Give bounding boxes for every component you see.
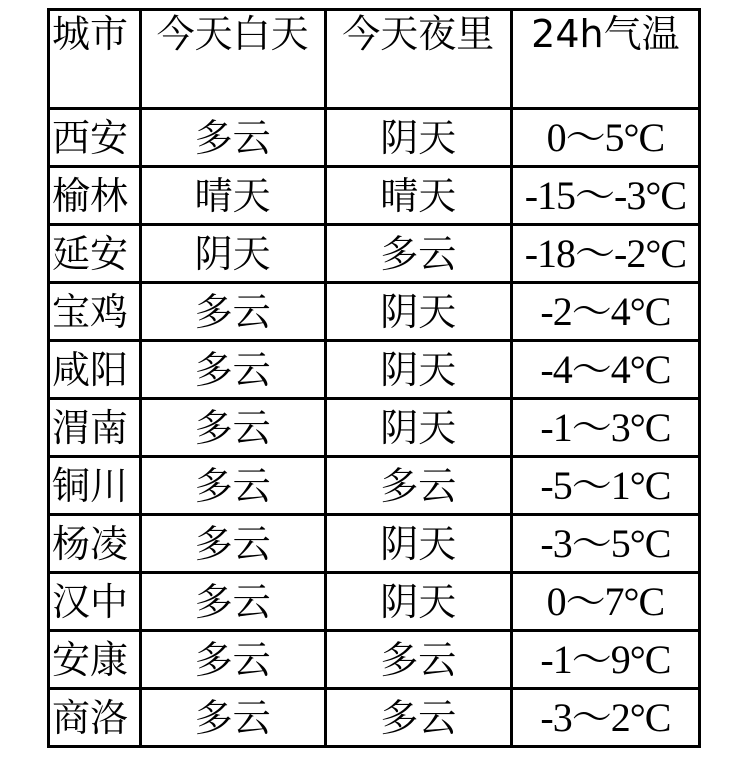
daytime-weather-cell: 多云	[140, 341, 325, 399]
night-weather-cell: 晴天	[325, 167, 511, 225]
city-cell: 咸阳	[49, 341, 141, 399]
city-cell: 安康	[49, 631, 141, 689]
table-row	[49, 631, 700, 689]
daytime-weather-cell: 多云	[140, 109, 325, 167]
city-cell: 渭南	[49, 399, 141, 457]
daytime-weather-cell: 多云	[140, 689, 325, 747]
city-cell: 商洛	[49, 689, 141, 747]
night-weather-cell: 阴天	[325, 283, 511, 341]
temperature-cell: 0～5°C	[511, 109, 699, 167]
daytime-weather-cell: 阴天	[140, 225, 325, 283]
temperature-cell: -1～3°C	[511, 399, 699, 457]
temperature-cell: -15～-3°C	[511, 167, 699, 225]
table-row	[49, 457, 700, 515]
night-weather-cell: 多云	[325, 689, 511, 747]
night-weather-cell: 多云	[325, 225, 511, 283]
table-row	[49, 225, 700, 283]
daytime-weather-cell: 多云	[140, 399, 325, 457]
header-night: 今天夜里	[325, 10, 511, 109]
temperature-cell: -18～-2°C	[511, 225, 699, 283]
city-cell: 榆林	[49, 167, 141, 225]
header-temperature: 24h气温	[511, 10, 699, 109]
header-city: 城市	[49, 10, 141, 109]
table-body	[49, 10, 700, 747]
temperature-cell: -3～2°C	[511, 689, 699, 747]
night-weather-cell: 多云	[325, 457, 511, 515]
table-row	[49, 689, 700, 747]
temperature-cell: -3～5°C	[511, 515, 699, 573]
table-row	[49, 283, 700, 341]
temperature-cell: -5～1°C	[511, 457, 699, 515]
daytime-weather-cell: 多云	[140, 573, 325, 631]
city-cell: 汉中	[49, 573, 141, 631]
daytime-weather-cell: 多云	[140, 283, 325, 341]
table-row	[49, 399, 700, 457]
city-cell: 铜川	[49, 457, 141, 515]
temperature-cell: -1～9°C	[511, 631, 699, 689]
night-weather-cell: 阴天	[325, 109, 511, 167]
table-header-row	[49, 10, 700, 109]
daytime-weather-cell: 多云	[140, 457, 325, 515]
city-cell: 西安	[49, 109, 141, 167]
temperature-cell: -2～4°C	[511, 283, 699, 341]
city-cell: 宝鸡	[49, 283, 141, 341]
table-row	[49, 167, 700, 225]
night-weather-cell: 阴天	[325, 341, 511, 399]
table-row	[49, 341, 700, 399]
night-weather-cell: 阴天	[325, 515, 511, 573]
table-row	[49, 515, 700, 573]
city-cell: 杨凌	[49, 515, 141, 573]
table-row	[49, 109, 700, 167]
daytime-weather-cell: 多云	[140, 631, 325, 689]
daytime-weather-cell: 多云	[140, 515, 325, 573]
night-weather-cell: 多云	[325, 631, 511, 689]
weather-forecast-table	[47, 8, 701, 748]
table-row	[49, 573, 700, 631]
temperature-cell: -4～4°C	[511, 341, 699, 399]
temperature-cell: 0～7°C	[511, 573, 699, 631]
header-daytime: 今天白天	[140, 10, 325, 109]
night-weather-cell: 阴天	[325, 573, 511, 631]
night-weather-cell: 阴天	[325, 399, 511, 457]
city-cell: 延安	[49, 225, 141, 283]
daytime-weather-cell: 晴天	[140, 167, 325, 225]
